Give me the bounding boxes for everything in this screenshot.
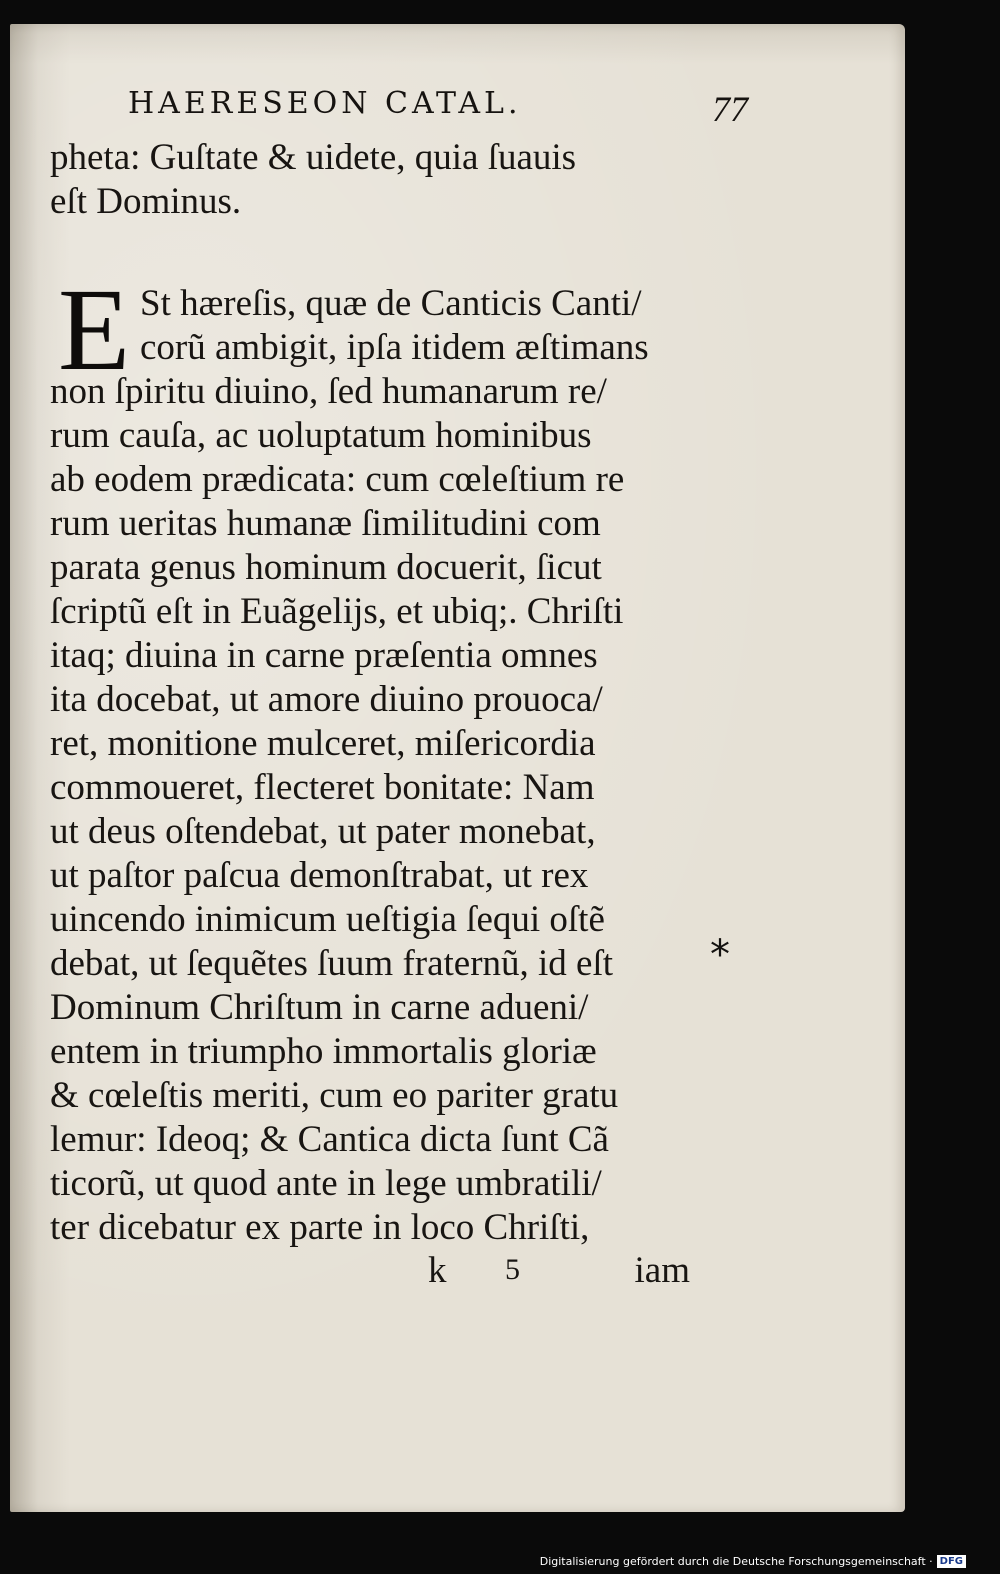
text-line: itaq; diuina in carne præſentia omnes	[50, 635, 598, 676]
text-line: pheta: Guſtate & uidete, quia ſuauis	[50, 137, 577, 178]
text-line: parata genus hominum docuerit, ſicut	[50, 547, 602, 588]
text-line: ut paſtor paſcua demonſtrabat, ut rex	[50, 855, 589, 896]
running-title: HAERESEON CATAL.	[128, 86, 522, 121]
page-header	[128, 86, 748, 129]
text-line: uincendo inimicum ueſtigia ſequi oſtẽ	[50, 899, 605, 940]
text-line: ticorũ, ut quod ante in lege umbratili/	[50, 1163, 602, 1204]
marginal-asterisk: *	[710, 932, 730, 978]
text-line: Dominum Chriſtum in carne adueni/	[50, 987, 589, 1028]
signature-number: 5	[505, 1253, 520, 1286]
text-line: ita docebat, ut amore diuino prouoca/	[50, 679, 603, 720]
page-number: 77	[712, 89, 748, 129]
text-line: ſcriptũ eſt in Euãgelijs, et ubiq;. Chriſti	[50, 591, 624, 632]
text-line: ut deus oſtendebat, ut pater monebat,	[50, 811, 596, 852]
signature-mark: k	[428, 1250, 447, 1291]
text-line: ter dicebatur ex parte in loco Chriſti,	[50, 1207, 590, 1248]
text-line: debat, ut ſequẽtes ſuum fraternũ, id eſt	[50, 943, 614, 984]
text-line: entem in triumpho immortalis gloriæ	[50, 1031, 597, 1072]
paragraph-gap	[50, 224, 715, 282]
drop-cap-initial: E	[58, 264, 131, 395]
text-line: ret, monitione mulceret, miſericordia	[50, 723, 596, 764]
text-line: corũ ambigit, ipſa itidem æſtimans	[140, 327, 649, 368]
text-line: rum cauſa, ac uoluptatum hominibus	[50, 415, 592, 456]
text-line: lemur: Ideoq; & Cantica dicta ſunt Cã	[50, 1119, 609, 1160]
text-line: non ſpiritu diuino, ſed humanarum re/	[50, 371, 607, 412]
text-line: & cœleſtis meriti, cum eo pariter gratu	[50, 1075, 619, 1116]
credit-text: Digitalisierung gefördert durch die Deutsche Forschungsgemeinschaft ·	[539, 1555, 933, 1568]
text-line: St hæreſis, quæ de Canticis Canti/	[140, 283, 642, 324]
book-page	[10, 24, 905, 1512]
text-line: commoueret, flecteret bonitate: Nam	[50, 767, 595, 808]
digitization-credit	[540, 1555, 966, 1568]
text-line: eſt Dominus.	[50, 181, 242, 222]
signature-line	[420, 1249, 690, 1289]
catchword: iam	[634, 1250, 690, 1291]
text-line: rum ueritas humanæ ſimilitudini com	[50, 503, 601, 544]
text-block	[50, 136, 715, 1250]
text-line: ab eodem prædicata: cum cœleſtium re	[50, 459, 625, 500]
paragraph	[50, 264, 715, 1250]
dfg-logo: DFG	[937, 1555, 966, 1568]
